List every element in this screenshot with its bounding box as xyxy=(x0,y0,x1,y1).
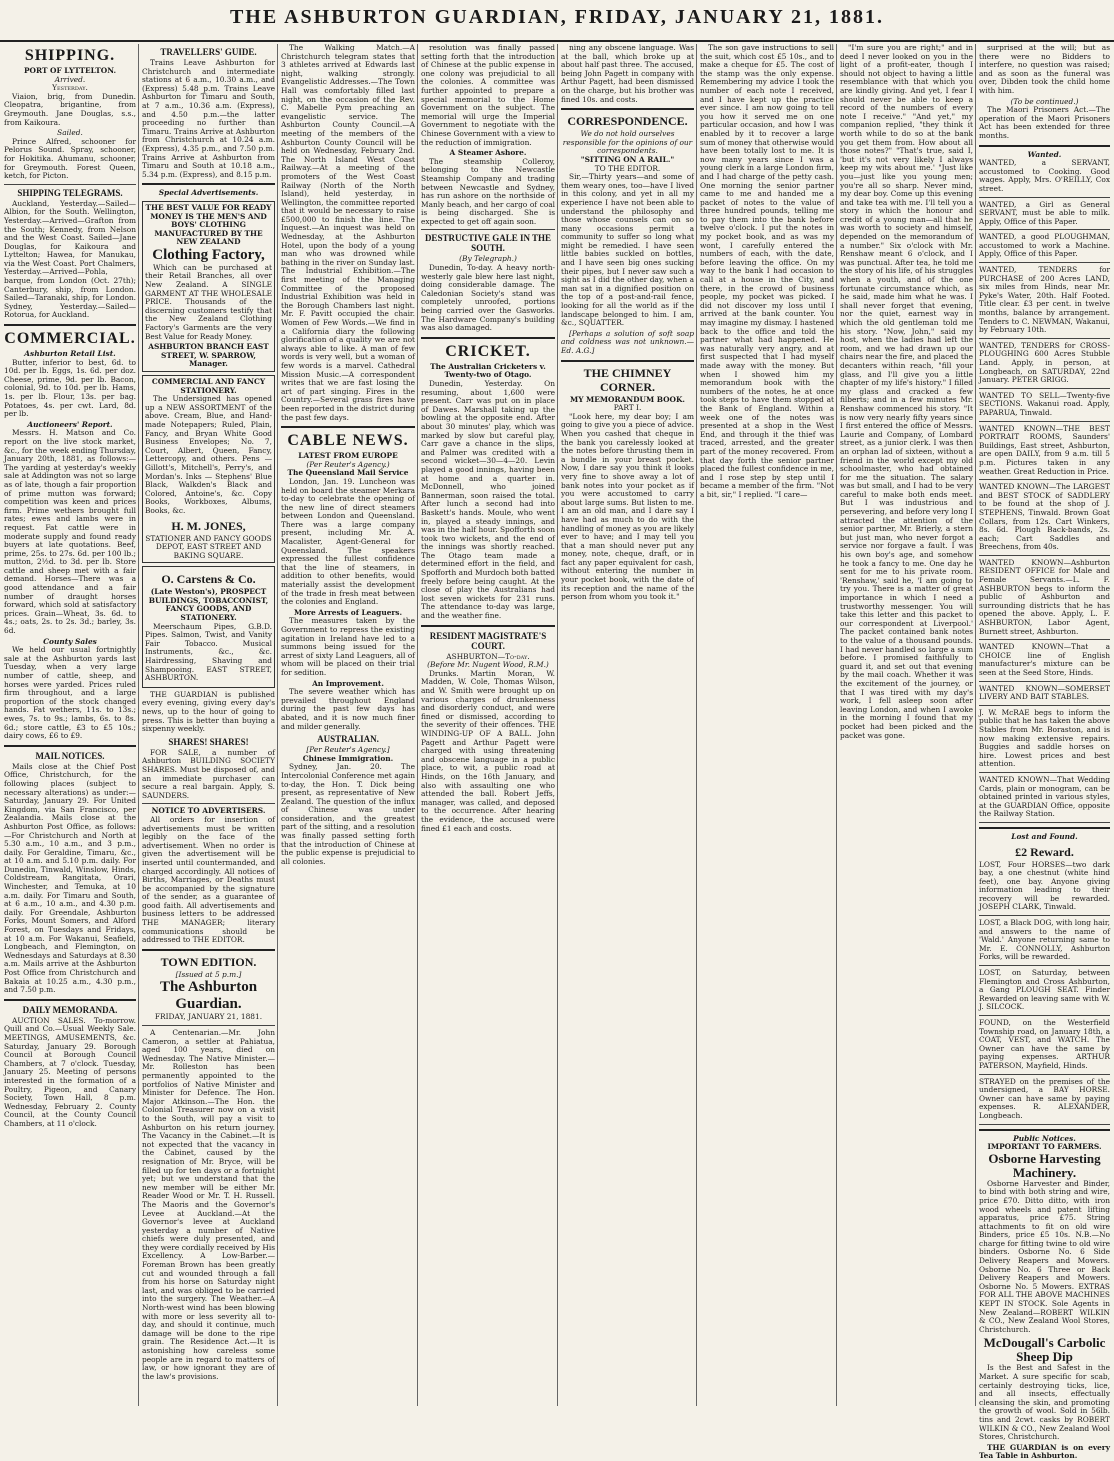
chinese-immigration-heading: Chinese Immigration. xyxy=(302,753,394,763)
resident-location: ASHBURTON—To-day. xyxy=(446,651,530,661)
maori-prisoners-text: The Maori Prisoners Act.—The operation of the Maori Prisoners Act has been extended for three months. xyxy=(979,105,1110,140)
travellers-guide-text: Trains Leave Ashburton for Christchurch and intermediate stations at 6 a.m., 10.30 a.m., and (Express) 5.48 p.m. Trains Leave Ashburton for Timaru and South, at 7 a.m., 10.36 a.m. (Express), and 4.50 p.m.—the latter proceeding no further than Timaru. Trains Arrive at Ashburton from Christchurch at 10.24 a.m. (Express), 4.35 p.m., and 7.50 p.m. Trains Arrive at Ashburton from Timaru and South at 10.18 a.m., 5.34 p.m. (Express), and 8.15 p.m. xyxy=(142,58,275,179)
special-advertisements-heading: Special Advertisements. xyxy=(158,188,259,198)
paper-date: FRIDAY, JANUARY 21, 1881. xyxy=(154,1012,263,1022)
commercial-stationery-heading: COMMERCIAL AND FANCY STATIONERY. xyxy=(151,377,266,395)
cricket-text: Dunedin, Yesterday. On resuming, about 1,600 were present. Carr was put on in place of Dawes. Marshall taking up the bowling at the opposite end. After about 30 minutes' play, which was marked by slow but careful play, Carr gave a chance in the slips, and Palmer was credited with a second wicket—30—4—20. Levin played a good innings, having been at home and a quarter in. McDonnell, who joined Bannerman, soon raised the total. After lunch a second had into Baskett's hands. Moule, who went in, played a steady innings, and was in the half hour. Spofforth soon took two wickets, and the end of the innings was shortly reached. The Otago team made a determined effort in the field, and Spofforth and Murdoch both batted freely before being caught. At the close of play the Australians had lost seven wickets for 231 runs. The attendance to-day was large, and the weather fine. xyxy=(421,379,555,621)
masthead xyxy=(0,0,1114,42)
press-agency-note: (Per Reuter's Agency.) xyxy=(306,459,390,469)
wanted-ad: WANTED, TENDERS for CROSS-PLOUGHING 600 Acres Stubble Land. Apply, in person, at Longbeach, on SATURDAY, 22nd January. PETER GRIGG. xyxy=(979,340,1110,385)
destructive-gale-text: Dunedin, To-day. A heavy north-westerly gale blew here last night, doing considerable damage. The Caledonian Society's stand was completely unroofed, portions being carried over the Gasworks. The Hardware Company's building was also damaged. xyxy=(421,263,555,333)
column-3 xyxy=(281,44,415,1406)
editorial-text: A Centenarian.—Mr. John Cameron, a settler at Pahiatua, aged 100 years, died on Wednesday. The Native Minister.—Mr. Rolleston has been permanently appointed to the portfolios of Native Minister and Minister for Defence. The Hon. Major Atkinson.—The Hon. the Colonial Treasurer now on a visit to the South, will pay a visit to Ashburton on his return journey. The Vacancy in the Cabinet.—It is not expected that the vacancy in the Cabinet, caused by the resignation of Mr. Bryce, will be filled up for ten days or a fortnight yet; but we understand that the new member will be either Mr. Reader Wood or Mr. T. H. Russell. The Maoris and the Governor's Levee at Auckland.—At the Governor's levee at Auckland yesterday a number of Native chiefs were duly presented, and they were cordially received by His Excellency. A Low-Barber.—Foreman Brown has been greatly cut and wounded through a fall from his horse on Saturday night last, and was obliged to be carried into the surgery. The Weather.—A North-west wind has been blowing with more or less severity all to-day, and should it continue, much damage will be done to the ripe grain. The Residence Act.—It is astonishing how careless some people are in regard to matters of law, or how ignorant they are of the law's provisions. xyxy=(142,1028,275,1381)
court-continued-text: ning any obscene language. Was at the ball, which broke up at about half past three. The accused, being John Pagett in company with Arthur Pagett, had been dismissed on the charge, but his brother was fined 10s. and costs. xyxy=(561,43,694,104)
shares-text: FOR SALE, a number of Ashburton BUILDING SOCIETY SHARES. Must be disposed of, and an immediate purchaser can secure a real bargain. Apply, S. SAUNDERS. xyxy=(142,747,275,800)
resident-judge: (Before Mr. Nugent Wood, R.M.) xyxy=(427,660,549,670)
important-farmers-heading: IMPORTANT TO FARMERS. xyxy=(987,1142,1102,1152)
lost-ad: STRAYED on the premises of the undersigned, a BAY HORSE. Owner can have same by paying expenses. R. ALEXANDER, Longbeach. xyxy=(979,1076,1110,1120)
resident-court-text: Drunks. Martin Moran, W. Madden, W. Cole, Thomas Wilson, and W. Smith were brought up on various charges of drunkenness and disorderly conduct, and were fined or dismissed, according to the severity of their offences. THE WINDING-UP OF A BALL. John Pagett and Arthur Pagett were charged with using threatening and obscene language in a public place, to wit, a public road at Hinds, on the 16th January, and also with assaulting one who attended the ball. Robert Jeffs, manager, was called, and deposed to the occurrence. After hearing the evidence, the accused were fined £1 each and costs. xyxy=(421,668,555,833)
mcdougall-heading: McDougall's Carbolic Sheep Dip xyxy=(983,1335,1106,1365)
wanted-ad: WANTED, a Girl as General SERVANT, must be able to milk. Apply, Office of this Paper. xyxy=(979,199,1110,226)
shipping-telegrams-heading: SHIPPING TELEGRAMS. xyxy=(17,187,123,198)
daily-memoranda-heading: DAILY MEMORANDA. xyxy=(22,1004,118,1015)
story-column-text: "I'm sure you are right;" and in deed I never looked on you in the light of a profit-eater, though I should not object to having a little resemblance with that which you are kindly giving. And yet, I fear I should never be able to keep a record of the numbers of every note I receive." "And yet," my companion replied, "they think it worth while to do so at the bank you get them from. How about all those notes?" "That's true, said I, 'but it's not very likely I always keep my wits about me.' "Just like you—just like you young men; you're all so sharp. Never mind, my dear boy. Come up this evening and take tea with me. I'll tell you a story in which the honour and credit of a young man—all that he was worth to society and himself, depended on the memorandum of a number." Six o'clock with Mr. Renshaw meant 6 o'clock, and I was punctual. After tea, he told me the story of his life, of his struggles when a youth, and of the one fortunate circumstance which, as he said, made him what he was. I shall never forget that evening, nor the quiet, earnest way in which the old gentleman told me his story. "Now, John," said my host, when the ladies had left the room, and we had drawn up our chairs near the fire, and placed the decanters within reach, "fill your glass, and I'll give you a little chapter of my life's history." I filled my glass and cracked a few filberts; and in a few minutes Mr. Renshaw commenced his story. "It is now very nearly fifty years since I first entered the office of Messrs. Laurie and Company, of Lombard street, as a junior clerk. I was then an orphan lad of sixteen, without a friend in the world except my old schoolmaster, who had obtained for me the situation. The salary was but small, and I had to be very careful to make both ends meet. But I was industrious and persevering, and before very long I attracted the attention of the senior partner, Mr. Brierly, a stern but just man, who never forgot a service nor forgave a fault. I was his own boy's age, and somehow he took a fancy to me. One day he sent for me to his private room. 'Renshaw,' said he, 'I am going to try you. There is a matter of great importance in which I need a trustworthy messenger. You will take this letter and this packet to our correspondent at Liverpool.' The packet contained bank notes to the value of a thousand pounds. I had never handled so large a sum before. I promised faithfully to guard it, and set out that evening by the mail coach. Whether it was the excitement of the journey, or that I was tired with my day's work, I fell asleep soon after leaving London, and when I awoke in the morning I found that my pocket had been picked and the packet was gone. xyxy=(840,43,973,740)
wanted-ad: WANTED TO SELL—Twenty-five SECTIONS. Wakanui road. Apply, PAPARUA, Tinwald. xyxy=(979,390,1110,417)
daily-memoranda-text: AUCTION SALES. To-morrow. Quill and Co.—Usual Weekly Sale. MEETINGS, AMUSEMENTS, &c. Saturday, January 29. Borough Council at Borough Council Chambers, at 7 o'clock. Tuesday, January 25. Meeting of persons interested in the formation of a Poultry, Pigeon, and Canary Society, Town Hall, 8 p.m. Wednesday, February 2. County Council, at the County Council Chambers, at 11 o'clock. xyxy=(4,1015,136,1128)
auctioneers-text: Messrs. H. Matson and Co. report on the live stock market, &c., for the week ending Thursday, January 20th, 1881, as follows:—The yarding at yesterday's weekly sale at Addington was not so large as of late, though a fair proportion of prime mutton was forward; competition was keen and prices firm. Prime wethers brought full rates; ewes and lambs were in request. Fat cattle were in moderate supply and found ready buyers at late quotations. Beef, prime, 25s. to 27s. 6d. per 100 lb.; mutton, 2½d. to 3d. per lb. Store cattle and sheep met with a fair demand. Horses—There was a good attendance and a fair number of draught horses forward, which sold at satisfactory prices. Grain—Wheat, 3s. 6d. to 4s.; oats, 2s. to 2s. 3d.; barley, 3s. 6d. xyxy=(4,428,136,636)
gale-telegraph-note: (By Telegraph.) xyxy=(459,254,517,264)
correspondence-note: We do not hold ourselves responsible for the opinions of our correspondents. xyxy=(562,129,693,156)
editor-note: [Perhaps a solution of soft soap and coldness was not unknown.—Ed. A.G.] xyxy=(561,328,694,355)
travellers-guide-heading: TRAVELLERS' GUIDE. xyxy=(160,47,257,57)
newspaper-title: THE ASHBURTON GUARDIAN, FRIDAY, JANUARY 21, 1881. xyxy=(229,6,885,28)
lost-found-heading: Lost and Found. xyxy=(1011,831,1078,841)
chimney-corner-heading: THE CHIMNEY CORNER. xyxy=(583,365,672,394)
sitting-rail-heading: "SITTING ON A RAIL." xyxy=(580,154,675,164)
sailed-text: Prince Alfred, schooner for Pelorus Sound. Spray, schooner, for Hokitika. Ahumanu, schooner, for Greymouth. Forest Queen, ketch, for Picton. xyxy=(4,136,136,181)
stationery-ad xyxy=(142,375,275,563)
arrived-heading: Arrived. xyxy=(54,74,86,84)
cable-news-heading: CABLE NEWS. xyxy=(287,432,409,450)
notice-advertisers-text: All orders for insertion of advertisements must be written legibly on the face of the advertisement. When no order is given the advertisement will be inserted until countermanded, and charged accordingly. All notices of Births, Marriages, or Deaths must be accompanied by the signature of the sender, as a guarantee of good faith. All advertisements and business letters to be addressed THE MANAGER; literary communications should be addressed to THE EDITOR. xyxy=(142,814,275,945)
paper-title: The Ashburton Guardian. xyxy=(159,979,258,1013)
column-1 xyxy=(4,44,136,1406)
county-sales-heading: County Sales xyxy=(43,636,97,646)
queensland-mail-heading: The Queensland Mail Service xyxy=(287,468,409,478)
local-news-text: The Walking Match.—A Christchurch telegram states that 3 athletes arrived at Edwards last night, walking strongly. Evangelistic Addresses.—The Town Hall was comfortably filled last night, on the occasion of the Rev. C. Mabelle Pym preaching an evangelistic service. The Ashburton County Council.—A meeting of the members of the Ashburton County Council will be held on Wednesday, February 2nd. The North Island West Coast Railway.—At a meeting of the promoters of the West Coast Railway (North of the North Island), held yesterday, in Wellington, the committee reported that it would be necessary to raise £500,000 to finish the line. The Inquest.—An inquest was held on Wednesday, at the Ashburton Hotel, upon the body of a young man who was drowned while bathing in the river on Sunday last. The Industrial Exhibition.—The first meeting of the Managing Committee of the proposed Industrial Exhibition was held in the Borough Chambers last night. Mr. F. Pavitt occupied the chair. Women of Few Words.—We find in a California diary the following glorification of a quality we are not always able to like. A man of few words is very well, but a woman of few words is a marvel. Cathedral Mission Music.—A correspondent writes that we are fast losing the art of part singing. Fires in the Country.—Several grass fires have been reported in the district during the past few days. xyxy=(281,43,415,422)
telegrams-text: Auckland, Yesterday.—Sailed—Albion, for the South. Wellington, Yesterday.—Arrived—Grafton from the South; Kennedy, from Nelson and the West Coast. Sailed—Jane Douglas, for Kaikoura and Lyttelton; Hawea, for Manukau, via the West Coast. Port Chalmers, Yesterday.—Arrived—Pohla, barque, from London (Oct. 27th); Canterbury, ship, from London. Sailed—Taranaki, ship, for London. Sydney, Yesterday.—Sailed—Rotorua, for Auckland. xyxy=(4,198,136,320)
column-6 xyxy=(700,44,834,1406)
story-continued-text: The son gave instructions to sell the suit, which cost £5 10s., and to make a cheque for £5. The cost of the stamp was the only expense. Remembering my advice I took the number of each note I received, and I have kept up the practice ever since. I am now going to tell you how it served me on one particular occasion, and how I was enabled by it to recover a large sum of money that otherwise would have been totally lost to me. It is now many years since I was a young clerk in a large London firm, and I had charge of the petty cash. One morning the senior partner came to me and handed me a packet of notes to the value of three hundred pounds, telling me to pay them into the bank before twelve o'clock. I put the notes in my pocket book, and as was my wont, I carefully entered the numbers of each, with the date, before leaving the office. On my way to the bank I had occasion to call at a house in the City, and there, in the crowd of business people, my pocket was picked. I did not discover my loss until I arrived at the bank counter. You may imagine my dismay. I hastened back to the office and told the partner what had happened. He was naturally very angry, and at first suspected that I had myself made away with the money. But when I showed him my memorandum book with the numbers of the notes, he at once took steps to have them stopped at the Bank of England. Within a week one of the notes was presented at a shop in the West End, and through it the thief was traced, arrested, and the greater part of the money recovered. From that day forth the senior partner placed the fullest confidence in me, and I rose step by step until I became a member of the firm. "Not a bit, sir," I replied. "I care— xyxy=(700,43,834,499)
county-sales-text: We held our usual fortnightly sale at the Ashburton yards last Tuesday, when a very large number of cattle, sheep, and horses were yarded. Prices ruled firm throughout, and a large proportion of the stock changed hands. Fat wethers, 11s. to 13s.; ewes, 7s. to 9s.; lambs, 6s. to 8s. 6d.; store cattle, £3 to £5 10s.; dairy cows, £6 to £9. xyxy=(4,645,136,741)
cricket-subheading: The Australian Cricketers v. Twenty-two of Otago. xyxy=(430,361,546,380)
port-heading: PORT OF LYTTELTON. xyxy=(23,66,117,75)
story-end-text: surprised at the will; but as there were no Bidders to interfere, no question was raised; and as soon as the funeral was over, Dibden took the child home with him. xyxy=(979,43,1110,95)
clothing-factory-title: Clothing Factory, xyxy=(152,246,265,263)
resolution-text: resolution was finally passed setting forth that the introduction of Chinese at the public expense in one colony was prejudicial to all the colonies. A committee was further appointed to prepare a special memorial to the Home Government on the subject. The memorial will urge the Imperial Government to negotiate with the Chinese Government with a view to the reduction of immigration. xyxy=(421,43,555,147)
wanted-ad: WANTED KNOWN—Ashburton RESIDENT OFFICE for Male and Female Servants.—L. F. ASHBURTON begs to inform the public of Ashburton and surrounding districts that he has opened the above. Apply, L. F. ASHBURTON, Labor Agent, Burnett street, Ashburton. xyxy=(979,557,1110,636)
continued-note: (To be continued.) xyxy=(1010,96,1079,106)
guardian-ad-text: THE GUARDIAN is published every evening, giving every day's news, up to the hour of going to press. This is better than buying a sixpenny weekly. xyxy=(142,689,275,734)
column-2 xyxy=(142,44,275,1406)
clothing-factory-ad xyxy=(142,201,275,372)
carstens-heading: O. Carstens & Co. xyxy=(161,572,256,587)
memorandum-book-heading: MY MEMORANDUM BOOK. xyxy=(570,394,685,404)
shipping-heading: SHIPPING. xyxy=(24,47,116,64)
australian-press-note: [Per Reuter's Agency.] xyxy=(306,745,390,755)
best-value-text: THE BEST VALUE FOR READY MONEY IS THE MEN'S AND BOYS' CLOTHING MANUFACTURED BY THE NEW ZEALAND xyxy=(145,202,272,247)
mail-notices-text: Mails close at the Chief Post Office, Christchurch, for the following places (subject to necessary alterations) as under:—Saturday, January 29. For United Kingdom, via San Francisco, per Zealandia. Mails close at the Ashburton Post Office, as follows:—For Christchurch and North at 5.30 a.m., 10 a.m., and 3 p.m., daily. For Geraldine, Timaru, &c., at 10 a.m. and 5.10 p.m. daily. For Dunedin, Tinwald, Winslow, Hinds, Coldstream, Rangitata, Orari, Winchester, and Temuka, at 10 a.m. daily. For Timaru and South, at 6 a.m., 10 a.m., and 4.30 p.m. daily. For Greendale, Ashburton Forks, Mount Somers, and Alford Forest, on Tuesdays and Fridays, at 10 a.m. For Wakanui, Seafield, Longbeach, and Flemington, on Wednesdays and Saturdays at 8.30 a.m. Mails arrive at the Ashburton Post Office from Christchurch and Bakaia at 10.25 a.m., 4.30 p.m., and 7.50 p.m. xyxy=(4,761,136,995)
column-5 xyxy=(561,44,694,1406)
part-label: PART I. xyxy=(613,403,642,413)
notice-advertisers-heading: NOTICE TO ADVERTISERS. xyxy=(151,806,266,816)
guardian-footer-text: THE GUARDIAN is on every Tea Table in Ashburton. xyxy=(979,1442,1110,1461)
wanted-ad: WANTED KNOWN—The LARGEST and BEST STOCK of SADDLERY to be found at the shop of J. STEPHENS, Tinwald. Brown Goat Collars, from 12s. Cart Winkers, 8s. 6d. Plough Back-bands, 2s. each; Cart Saddles and Breechens, from 40s. xyxy=(979,482,1110,552)
steamer-ashore-text: The steamship Colleroy, belonging to the Newcastle Steamship Company and trading between Newcastle and Sydney, has run ashore on the northside of Manly beach, and her cargo of coal is being discharged. She is expected to get off again soon. xyxy=(421,156,555,226)
wanted-ad: WANTED, TENDERS for PURCHASE of 200 Acres LAND, six miles from Hinds, near Mr. Pyke's Water, 20th. Half Footed. Title clear. £3 per cent. in twelve months, balance by arrangement. Tenders to C. NEWMAN, Wakanui, by February 10th. xyxy=(979,265,1110,335)
auctioneers-heading: Auctioneers' Report. xyxy=(27,419,113,429)
issued-note: [Issued at 5 p.m.] xyxy=(175,969,242,979)
town-edition-heading: TOWN EDITION. xyxy=(160,954,257,969)
lost-list xyxy=(979,861,1110,1125)
australian-heading: AUSTRALIAN. xyxy=(317,734,379,745)
columns xyxy=(4,43,1110,1461)
wanted-ad: WANTED, a SERVANT, accustomed to Cooking. Good wages. Apply, Mrs. O'REILLY, Cox street. xyxy=(979,158,1110,193)
reward-heading: £2 Reward. xyxy=(1015,844,1074,859)
lost-ad: LOST, on Saturday, between Flemington and Cross Ashburton, a Gang PLOUGH SEAT. Finder Rewarded on leaving same with W. J. SILCOCK. xyxy=(979,968,1110,1012)
chimney-corner-text: "Look here, my dear boy; I am going to give you a piece of advice. When you cashed that cheque in the bank you carelessly looked at the notes before thrusting them in a bundle in your breast pocket. Now, I dare say you think it looks very fine to shove away a lot of bank notes into your pocket as if you were accustomed to carry about large sums. But listen to me. I am an old man, and I dare say I have had as much to do with the handling of money as you are likely ever to have; and I may tell you that a man should never put any money, note, cheque, draft, or in fact any paper equivalent for cash, without entering the number in your pocket book, with the date of its reception and the name of the person from whom you took it." xyxy=(561,411,694,602)
commercial-heading: COMMERCIAL. xyxy=(4,330,136,348)
clothing-factory-text: Which can be purchased at their Retail Branches, all over New Zealand. A SINGLE GARMENT AT THE WHOLESALE PRICE. Thousands of the discerning customers testify that the New Zealand Clothing Factory's Garments are the very Best Value for Ready Money. xyxy=(145,262,272,341)
yesterday-label: Yesterday. xyxy=(52,83,88,93)
arrests-text: The measures taken by the Government to repress the existing agitation in Ireland have led to a summons being issued for the arrest of sixty Land Leaguers, all of whom will be placed on their trial for sedition. xyxy=(281,616,415,677)
osborne-text: Osborne Harvester and Binder, to bind with both string and wire, price £70. Ditto ditto, with iron wood wheels and patent lifting apparatus, price £75. String attachments to fit on old wire Binders, price £5 10s. N.B.—No charge for fitting twine to old wire binders. Osborne No. 6 Side Delivery Reapers and Mowers. Osborne No. 6 Three or Back Delivery Reapers and Mowers. Osborne No. 5 Mowers. EXTRAS FOR ALL THE ABOVE MACHINES KEPT IN STOCK. Sole Agents in New Zealand—ROBERT WILKIN & CO., New Zealand Wool Stores, Christchurch. xyxy=(979,1178,1110,1334)
wanted-heading: Wanted. xyxy=(1027,149,1062,159)
sailed-heading: Sailed. xyxy=(57,128,83,138)
jones-heading: H. M. JONES, xyxy=(171,518,246,533)
to-editor-label: TO THE EDITOR. xyxy=(594,163,661,173)
column-7 xyxy=(840,44,973,1406)
retail-list-text: Butter, inferior to best, 6d. to 10d. per lb. Eggs, 1s. 6d. per doz. Cheese, prime, 9d. per lb. Bacon, colonial, 9d. to 10d. per lb. Hams, 1s. per lb. Flour, 13s. per bag. Potatoes, 4s. per cwt. Lard, 8d. per lb. xyxy=(4,357,136,419)
carstens-text: Meerschaum Pipes, G.B.D. Pipes. Salmon, Twist, and Vanity Fair Tobacco. Musical Instruments, &c., &c. Hairdressing, Shaving and Shampooing. EAST STREET, ASHBURTON. xyxy=(145,621,272,683)
lost-ad: LOST, Four HORSES—two dark bay, a one chestnut (white hind feet), one bay. Anyone giving information leading to their recovery will be rewarded. JOSEPH CLARK, Tinwald. xyxy=(979,859,1110,912)
public-notices-heading: Public Notices. xyxy=(1013,1133,1076,1143)
lost-ad: FOUND, on the Westerfield Township road, on January 18th, a COAT, VEST, and WATCH. The Owner can have the same by paying expenses. ARTHUR PATERSON, Mayfield, Hinds. xyxy=(979,1018,1110,1070)
correspondence-heading: CORRESPONDENCE. xyxy=(567,114,688,129)
retail-list-heading: Ashburton Retail List. xyxy=(24,349,116,359)
commercial-stationery-text: The Undersigned has opened up a NEW ASSORTMENT of the above. Cream, Blue, and Hand-made Notepapers; Ruled, Plain, Fancy, and Bryan White Good Business Envelopes; No. 7, Court, Albert, Queen, Fancy, Lettercopy, and others. Pens — Gillott's, Mitchell's, Perry's, and Mordan's. Inks — Stephens' Blue Black, Walkden's Black and Colored, Antoine's, &c. Copy Books, Workboxes, Albums, Books, &c. xyxy=(145,394,272,515)
improvement-text: The severe weather which has prevailed throughout England during the past few days has abated, and it is now much finer and milder generally. xyxy=(281,687,415,731)
jones-subheading: STATIONER AND FANCY GOODS DEPOT, EAST STREET AND BAKING SQUARE. xyxy=(145,533,272,560)
sitting-rail-text: Sir,—Thirty years—and some of them weary ones, too—have I lived in this colony, and yet in all my experience I have not been able to understand the philosophy and those whose counsels can on so many occasions permit a community to suffer so long what might be remedied. I have seen little babies suckled on bottles, and I have seen big ones sucking their pipes, but I never saw such a sight as I did the other day, when a man sat in a dignified position on the top of a post-and-rail fence, looking for all the world as if the landscape belonged to him. I am, &c., SQUATTER. xyxy=(561,172,694,328)
cricket-heading: CRICKET. xyxy=(445,342,531,360)
wanted-list xyxy=(979,159,1110,823)
osborne-heading: Osborne Harvesting Machinery. xyxy=(988,1150,1101,1180)
carstens-subheading: (Late Weston's), PROSPECT BUILDINGS, TOBACCONIST, FANCY GOODS, AND STATIONERY. xyxy=(148,587,269,623)
arrests-heading: More Arrests of Leaguers. xyxy=(293,607,403,617)
arrivals-text: Viaion, brig, from Dunedin. Cleopatra, brigantine, from Greymouth. Jane Douglas, s.s., from Kaikoura. xyxy=(4,91,136,127)
wanted-ad: WANTED KNOWN—That Wedding Cards, plain or monogram, can be obtained printed in various styles, at the GUARDIAN Office, opposite the Railway Station. xyxy=(979,774,1110,819)
column-4 xyxy=(421,44,555,1406)
steamer-ashore-heading: A Steamer Ashore. xyxy=(449,148,527,158)
latest-europe-heading: LATEST FROM EUROPE xyxy=(298,451,398,461)
column-8 xyxy=(979,43,1110,1461)
mcdougall-text: Is the Best and Safest in the Market. A sure specific for scab, certainly destroying ticks, lice, and all insects, effectually cleansing the skin, and promoting the growth of wool. Sold in 56lb. tins and 2cwt. casks by ROBERT WILKIN & CO., New Zealand Wool Stores, Christchurch. xyxy=(979,1363,1110,1442)
lost-ad: LOST, a Black DOG, with long hair, and answers to the name of 'Wald.' Anyone returning same to Mr. E. CONNOLLY, Ashburton Forks, will be rewarded. xyxy=(979,918,1110,962)
queensland-mail-text: London, Jan. 19. Luncheon was held on board the steamer Merkara to-day to celebrate the opening of the new line of direct steamers between London and Queensland. There was a large company present, including Mr. A. Macalister, Agent-General for Queensland. The speakers expressed the fullest confidence that the line of steamers, in addition to other benefits, would materially assist the development of the trade in fresh meat between the colonies and England. xyxy=(281,476,415,607)
destructive-gale-heading: DESTRUCTIVE GALE IN THE SOUTH. xyxy=(424,233,552,254)
wanted-ad: WANTED KNOWN—That a CHOICE line of English manufacturer's mixture can be seen at the Seed Store, Hinds. xyxy=(979,642,1110,677)
wanted-ad: WANTED KNOWN—THE BEST PORTRAIT ROOMS, Saunders' Buildings, East street, Ashburton, are open DAILY, from 9 a.m. till 5 p.m. Pictures taken in any weather. Great Reduction in Price. xyxy=(979,423,1110,476)
improvement-heading: An Improvement. xyxy=(312,678,384,688)
shares-heading: SHARES! SHARES! xyxy=(168,736,249,747)
branch-text: ASHBURTON BRANCH EAST STREET, W. SPARROW, Manager. xyxy=(148,342,269,369)
chinese-immigration-text: Sydney, Jan. 20. The Intercolonial Conference met again to-day, the Hon. T. Dick being present, as representative of New Zealand. The question of the influx of Chinese was under consideration, and the greatest part of the sitting, and a resolution was finally passed setting forth that the introduction of Chinese at the public expense is prejudicial to all colonies. xyxy=(281,762,415,866)
wanted-ad: WANTED, a good PLOUGHMAN, accustomed to work a Machine. Apply, Office of this Paper. xyxy=(979,232,1110,259)
wanted-ad: J. W. McRAE begs to inform the public that he has taken the above Stables from Mr. Boraston, and is now making extensive repairs. Buggies and saddle horses on hire. Lowest prices and best attention. xyxy=(979,707,1110,769)
wanted-ad: WANTED KNOWN—SOMERSET LIVERY AND BAIT STABLES. xyxy=(979,683,1110,702)
resident-magistrates-heading: RESIDENT MAGISTRATE'S COURT. xyxy=(429,630,547,651)
mail-notices-heading: MAIL NOTICES. xyxy=(35,750,105,761)
carstens-ad xyxy=(142,566,275,688)
